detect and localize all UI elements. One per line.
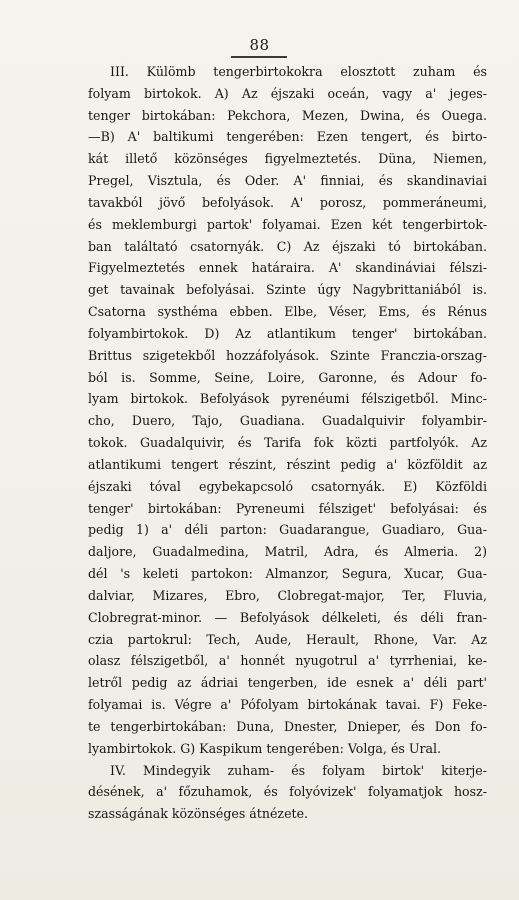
text-line: Pregel, Visztula, és Oder. A' finniai, és skandinaviai (88, 173, 487, 189)
text-line: tokok. Guadalquivir, és Tarifa fok közti partfolyók. Az (88, 435, 487, 451)
text-line: lyambirtokok. G) Kaspikum tengerében: Volga, és Ural. (88, 740, 442, 756)
text-line: folyamai is. Végre a' Pófolyam birtokának tavai. F) Feke- (88, 697, 487, 713)
text-line: IV. Mindegyik zuham- és folyam birtok' kiterje- (110, 762, 487, 778)
text-line: Csatorna systhéma ebben. Elbe, Véser, Ems, és Rénus (88, 304, 487, 320)
text-line: III. Külömb tengerbirtokokra elosztott zuham és (110, 64, 487, 79)
text-line: daljore, Guadalmedina, Matril, Adra, és Almeria. 2) (88, 544, 487, 560)
body-text (88, 61, 487, 825)
text-line: dalviar, Mizares, Ebro, Clobregat-major, Ter, Fluvia, (88, 587, 487, 603)
text-line: —B) A' baltikumi tengerében: Ezen tengert, és birto- (88, 129, 487, 145)
text-line: tenger' birtokában: Pyreneumi félsziget' befolyásai: és (88, 500, 487, 516)
text-line: Brittus szigetekből hozzáfolyások. Szinte Franczia-orszag- (88, 347, 487, 363)
text-line: tavakból jövő befolyások. A' porosz, pommeráneumi, (88, 194, 487, 210)
text-line: letről pedig az ádriai tengerben, ide esnek a' déli part' (88, 675, 487, 691)
text-line: kát illető közönséges figyelmeztetés. Düna, Niemen, (88, 151, 487, 167)
text-line: ban találtató csatornyák. C) Az éjszaki tó birtokában. (88, 238, 487, 254)
text-line: folyam birtokok. A) Az éjszaki oceán, vagy a' jeges- (88, 85, 487, 101)
text-line: te tengerbirtokában: Duna, Dnester, Dnieper, és Don fo- (88, 718, 487, 734)
text-line: pedig 1) a' déli parton: Guadarangue, Guadiaro, Gua- (88, 522, 487, 538)
text-line: éjszaki tóval egybekapcsoló csatornyák. E) Közföldi (88, 478, 487, 494)
text-line: Clobregrat-minor. — Befolyások délkeleti, és déli fran- (88, 609, 487, 625)
text-line: cho, Duero, Tajo, Guadiana. Guadalquivir folyambir- (88, 413, 487, 429)
text-line: folyambirtokok. D) Az atlantikum tenger' birtokában. (88, 325, 487, 341)
text-line: czia partokrul: Tech, Aude, Herault, Rhone, Var. Az (88, 631, 487, 647)
text-line: get tavainak befolyásai. Szinte úgy Nagybrittaniából is. (88, 282, 487, 298)
header-rule (231, 56, 287, 58)
page-number: 88 (249, 36, 270, 54)
text-line: tenger birtokában: Pekchora, Mezen, Dwina, és Ouega. (88, 107, 487, 123)
text-line: szasságának közönséges átnézete. (88, 806, 309, 822)
text-line: atlantikumi tengert részint, részint pedig a' közföldit az (88, 456, 487, 472)
text-line: désének, a' főzuhamok, és folyóvizek' folyamatjok hosz- (88, 784, 487, 800)
text-line: Figyelmeztetés ennek határaira. A' skandináviai félszi- (88, 260, 487, 276)
text-line: ból is. Somme, Seine, Loire, Garonne, és Adour fo- (88, 369, 487, 385)
text-line: és meklemburgi partok' folyamai. Ezen két tengerbirtok- (88, 216, 487, 232)
text-line: lyam birtokok. Befolyások pyrenéumi félszigetből. Minc- (88, 391, 487, 407)
text-line: olasz félszigetből, a' honnét nyugotrul a' tyrrheniai, ke- (88, 653, 487, 669)
text-line: dél 's keleti partokon: Almanzor, Segura, Xucar, Gua- (88, 566, 487, 582)
